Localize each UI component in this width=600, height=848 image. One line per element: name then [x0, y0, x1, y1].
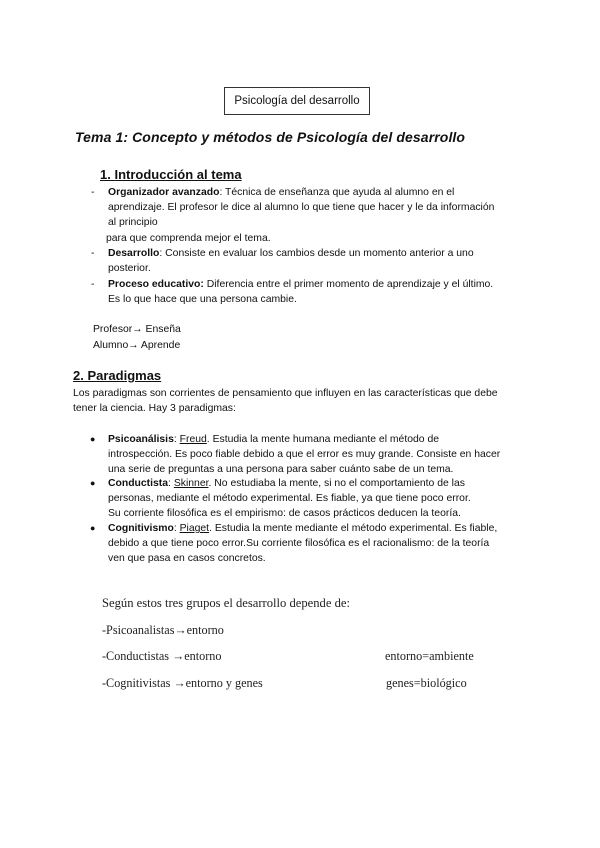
- section-1-title: 1. Introducción al tema: [100, 167, 242, 182]
- dash-marker: -: [91, 248, 95, 259]
- figure-row: -Conductistas →entorno: [102, 649, 222, 663]
- bullet-marker: ●: [90, 523, 96, 533]
- item-line: personas, mediante el método experimental. Es fiable, ya que tiene poco error.: [108, 493, 471, 504]
- dash-marker: -: [91, 187, 95, 198]
- figure-note: entorno=ambiente: [385, 649, 474, 663]
- list-item: Proceso educativo: Diferencia entre el primer momento de aprendizaje y el último.: [108, 279, 494, 290]
- document-title: Psicología del desarrollo: [234, 95, 360, 107]
- list-item: Organizador avanzado: Técnica de enseñanza que ayuda al alumno en el: [108, 187, 455, 198]
- item-line: al principio: [108, 217, 158, 228]
- role-alumno: Alumno→ Aprende: [93, 340, 181, 351]
- topic-heading: Tema 1: Concepto y métodos de Psicología del desarrollo: [75, 129, 466, 145]
- paradigms-intro: Los paradigmas son corrientes de pensamiento que influyen en las características que debe: [73, 388, 498, 399]
- term: Proceso educativo:: [108, 279, 204, 290]
- item-line: una serie de preguntas a una persona para saber cuánto sabe de un tema.: [108, 464, 454, 475]
- item-line: aprendizaje. El profesor le dice al alumno lo que tiene que hacer y le da información: [108, 202, 495, 213]
- item-line: Es lo que hace que una persona cambie.: [108, 294, 297, 305]
- list-item: Cognitivismo: Piaget. Estudia la mente mediante el método experimental. Es fiable,: [108, 523, 498, 534]
- dash-marker: -: [91, 279, 95, 290]
- paradigms-intro: tener la ciencia. Hay 3 paradigmas:: [73, 403, 236, 414]
- author-link[interactable]: Skinner: [173, 478, 209, 489]
- figure-row: -Cognitivistas →entorno y genes: [102, 676, 263, 690]
- author-link[interactable]: Piaget: [179, 523, 210, 534]
- term: Conductista: [108, 478, 169, 489]
- bullet-marker: ●: [90, 434, 96, 444]
- term: Cognitivismo: [108, 523, 174, 534]
- role-profesor: Profesor→ Enseña: [93, 324, 181, 335]
- item-line: posterior.: [108, 263, 151, 274]
- term: Psicoanálisis: [108, 434, 174, 445]
- figure-note: genes=biológico: [386, 676, 467, 690]
- arrow-icon: →: [174, 623, 187, 637]
- list-item: Desarrollo: Consiste en evaluar los cambios desde un momento anterior a uno: [108, 248, 474, 259]
- figure-row: -Psicoanalistas→entorno: [102, 623, 224, 637]
- item-line: para que comprenda mejor el tema.: [106, 233, 271, 244]
- list-item: Conductista: Skinner. No estudiaba la mente, si no el comportamiento de las: [108, 478, 465, 489]
- item-line: ven que pasa en casos concretos.: [108, 553, 266, 564]
- term: Desarrollo: [108, 248, 160, 259]
- term: Organizador avanzado: [108, 187, 220, 198]
- list-item: Psicoanálisis: Freud. Estudia la mente humana mediante el método de: [108, 434, 439, 445]
- figure-caption: Según estos tres grupos el desarrollo depende de:: [102, 596, 350, 610]
- item-line: debido a que tiene poco error.Su corriente filosófica es el racionalismo: de la teoría: [108, 538, 490, 549]
- document-title-box: [224, 87, 370, 115]
- author-link[interactable]: Freud: [179, 434, 207, 445]
- arrow-icon: →: [173, 676, 186, 690]
- section-2-title: 2. Paradigmas: [73, 368, 162, 383]
- bullet-marker: ●: [90, 478, 96, 488]
- item-line: Su corriente filosófica es el empirismo: de casos prácticos deducen la teoría.: [108, 508, 461, 519]
- item-line: introspección. Es poco fiable debido a que el error es muy grande. Consiste en hacer: [108, 449, 501, 460]
- arrow-icon: →: [172, 649, 185, 663]
